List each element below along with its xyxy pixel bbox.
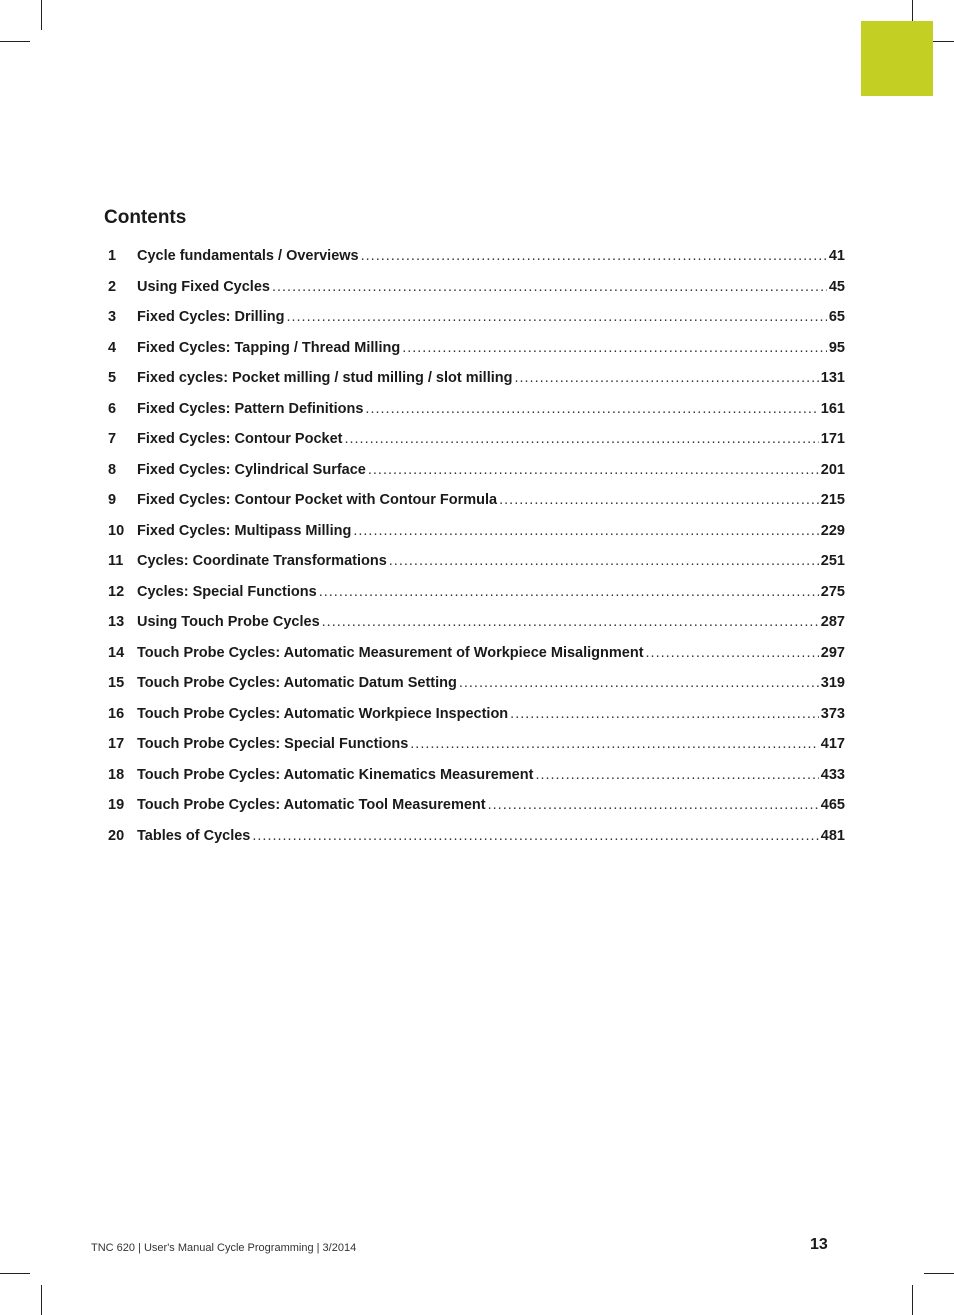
toc-entry-page: 171 (820, 431, 845, 447)
toc-entry-title: Fixed Cycles: Contour Pocket (137, 431, 343, 447)
toc-entry-title: Touch Probe Cycles: Automatic Datum Setting (137, 675, 457, 691)
toc-entry-number: 6 (108, 400, 117, 417)
toc-entry-title: Tables of Cycles (137, 827, 251, 844)
toc-entry[interactable] (108, 579, 845, 610)
toc-entry-page: 45 (828, 278, 845, 295)
toc-entry-leader (510, 701, 819, 727)
toc-entry-title: Touch Probe Cycles: Automatic Workpiece Inspection (137, 705, 509, 722)
toc-entry-leader (402, 335, 827, 361)
toc-entry-title: Fixed cycles: Pocket milling / stud milling / slot milling (137, 370, 513, 386)
toc-entry[interactable] (108, 762, 845, 793)
crop-mark-bottom-left-h (0, 1273, 30, 1274)
toc-entry[interactable] (108, 426, 845, 457)
toc-entry-page: 41 (828, 248, 845, 264)
toc-entry-title: Touch Probe Cycles: Automatic Tool Measurement (137, 797, 486, 813)
toc-entry-title: Cycle fundamentals / Overviews (137, 248, 359, 264)
toc-entry-number: 16 (108, 705, 125, 722)
toc-entry-title: Using Fixed Cycles (137, 278, 270, 295)
toc-entry-number: 20 (108, 827, 125, 844)
toc-entry-number: 13 (108, 614, 125, 630)
toc-entry-title: Fixed Cycles: Cylindrical Surface (137, 461, 366, 478)
toc-entry-number: 4 (108, 339, 117, 356)
footer-text: TNC 620 | User's Manual Cycle Programming | 3/2014 (91, 1242, 357, 1254)
toc-entry-leader (322, 609, 819, 635)
toc-entry-page: 229 (820, 522, 845, 539)
toc-entry-title: Using Touch Probe Cycles (137, 614, 320, 630)
toc-entry[interactable] (108, 670, 845, 701)
toc-entry-page: 373 (820, 705, 845, 722)
toc-entry-leader (344, 426, 818, 452)
toc-entry[interactable] (108, 457, 845, 488)
toc-entry[interactable] (108, 243, 845, 274)
toc-entry-number: 12 (108, 583, 125, 600)
toc-entry-number: 8 (108, 461, 117, 478)
toc-entry-page: 251 (820, 553, 845, 569)
toc-entry-number: 7 (108, 431, 117, 447)
toc-entry-number: 19 (108, 797, 125, 813)
toc-entry-leader (286, 304, 826, 330)
toc-entry-page: 481 (820, 827, 845, 844)
toc-entry[interactable] (108, 731, 845, 762)
toc-entry-leader (252, 823, 818, 849)
toc-entry-number: 10 (108, 522, 125, 539)
table-of-contents (108, 243, 845, 853)
toc-entry[interactable] (108, 548, 845, 579)
toc-entry-leader (410, 731, 819, 757)
toc-entry-number: 14 (108, 644, 125, 661)
page-title: Contents (104, 207, 187, 228)
toc-entry-page: 131 (820, 370, 845, 386)
toc-entry-leader (646, 640, 819, 666)
crop-mark-bottom-right-h (924, 1273, 954, 1274)
toc-entry-number: 2 (108, 278, 117, 295)
toc-entry[interactable] (108, 701, 845, 732)
page-number: 13 (810, 1236, 828, 1253)
toc-entry-number: 5 (108, 370, 117, 386)
toc-entry-title: Fixed Cycles: Tapping / Thread Milling (137, 339, 401, 356)
toc-entry-leader (459, 670, 819, 696)
toc-entry-leader (353, 518, 818, 544)
toc-entry-leader (535, 762, 818, 788)
crop-mark-bottom-right-v (912, 1285, 913, 1315)
chapter-tab (861, 21, 933, 96)
toc-entry[interactable] (108, 487, 845, 518)
crop-mark-top-left-h (0, 41, 30, 42)
toc-entry-title: Touch Probe Cycles: Automatic Measurement of Workpiece Misalignment (137, 644, 644, 661)
toc-entry-page: 287 (820, 614, 845, 630)
toc-entry-number: 17 (108, 736, 125, 752)
toc-entry-page: 433 (820, 766, 845, 783)
toc-entry-number: 15 (108, 675, 125, 691)
toc-entry[interactable] (108, 335, 845, 366)
toc-entry[interactable] (108, 609, 845, 640)
toc-entry[interactable] (108, 823, 845, 854)
toc-entry-page: 319 (820, 675, 845, 691)
toc-entry-leader (272, 274, 827, 300)
toc-entry[interactable] (108, 396, 845, 427)
toc-entry-page: 95 (828, 339, 845, 356)
crop-mark-top-left-v (41, 0, 42, 30)
toc-entry-title: Fixed Cycles: Contour Pocket with Contour Formula (137, 492, 498, 508)
toc-entry-leader (319, 579, 819, 605)
toc-entry-title: Touch Probe Cycles: Special Functions (137, 736, 409, 752)
toc-entry[interactable] (108, 518, 845, 549)
toc-entry[interactable] (108, 274, 845, 305)
toc-entry-number: 11 (108, 553, 124, 569)
toc-entry[interactable] (108, 304, 845, 335)
toc-entry-title: Fixed Cycles: Multipass Milling (137, 522, 352, 539)
toc-entry-number: 3 (108, 309, 117, 325)
toc-entry-page: 215 (820, 492, 845, 508)
toc-entry-page: 201 (820, 461, 845, 478)
toc-entry-page: 417 (820, 736, 845, 752)
toc-entry-leader (361, 243, 827, 269)
toc-entry-number: 18 (108, 766, 125, 783)
toc-entry-leader (368, 457, 819, 483)
toc-entry-title: Touch Probe Cycles: Automatic Kinematics Measurement (137, 766, 534, 783)
toc-entry-title: Cycles: Coordinate Transformations (137, 553, 387, 569)
toc-entry-number: 9 (108, 492, 117, 508)
toc-entry-title: Cycles: Special Functions (137, 583, 317, 600)
toc-entry-leader (389, 548, 819, 574)
toc-entry-title: Fixed Cycles: Pattern Definitions (137, 400, 364, 417)
toc-entry-leader (514, 365, 818, 391)
crop-mark-bottom-left-v (41, 1285, 42, 1315)
toc-entry-leader (499, 487, 819, 513)
toc-entry-number: 1 (108, 248, 117, 264)
toc-entry-page: 297 (820, 644, 845, 661)
toc-entry[interactable] (108, 792, 845, 823)
toc-entry-title: Fixed Cycles: Drilling (137, 309, 285, 325)
toc-entry-leader (488, 792, 819, 818)
toc-entry-page: 465 (820, 797, 845, 813)
toc-entry-page: 65 (828, 309, 845, 325)
toc-entry[interactable] (108, 365, 845, 396)
toc-entry-page: 275 (820, 583, 845, 600)
toc-entry[interactable] (108, 640, 845, 671)
toc-entry-leader (365, 396, 818, 422)
toc-entry-page: 161 (820, 400, 845, 417)
